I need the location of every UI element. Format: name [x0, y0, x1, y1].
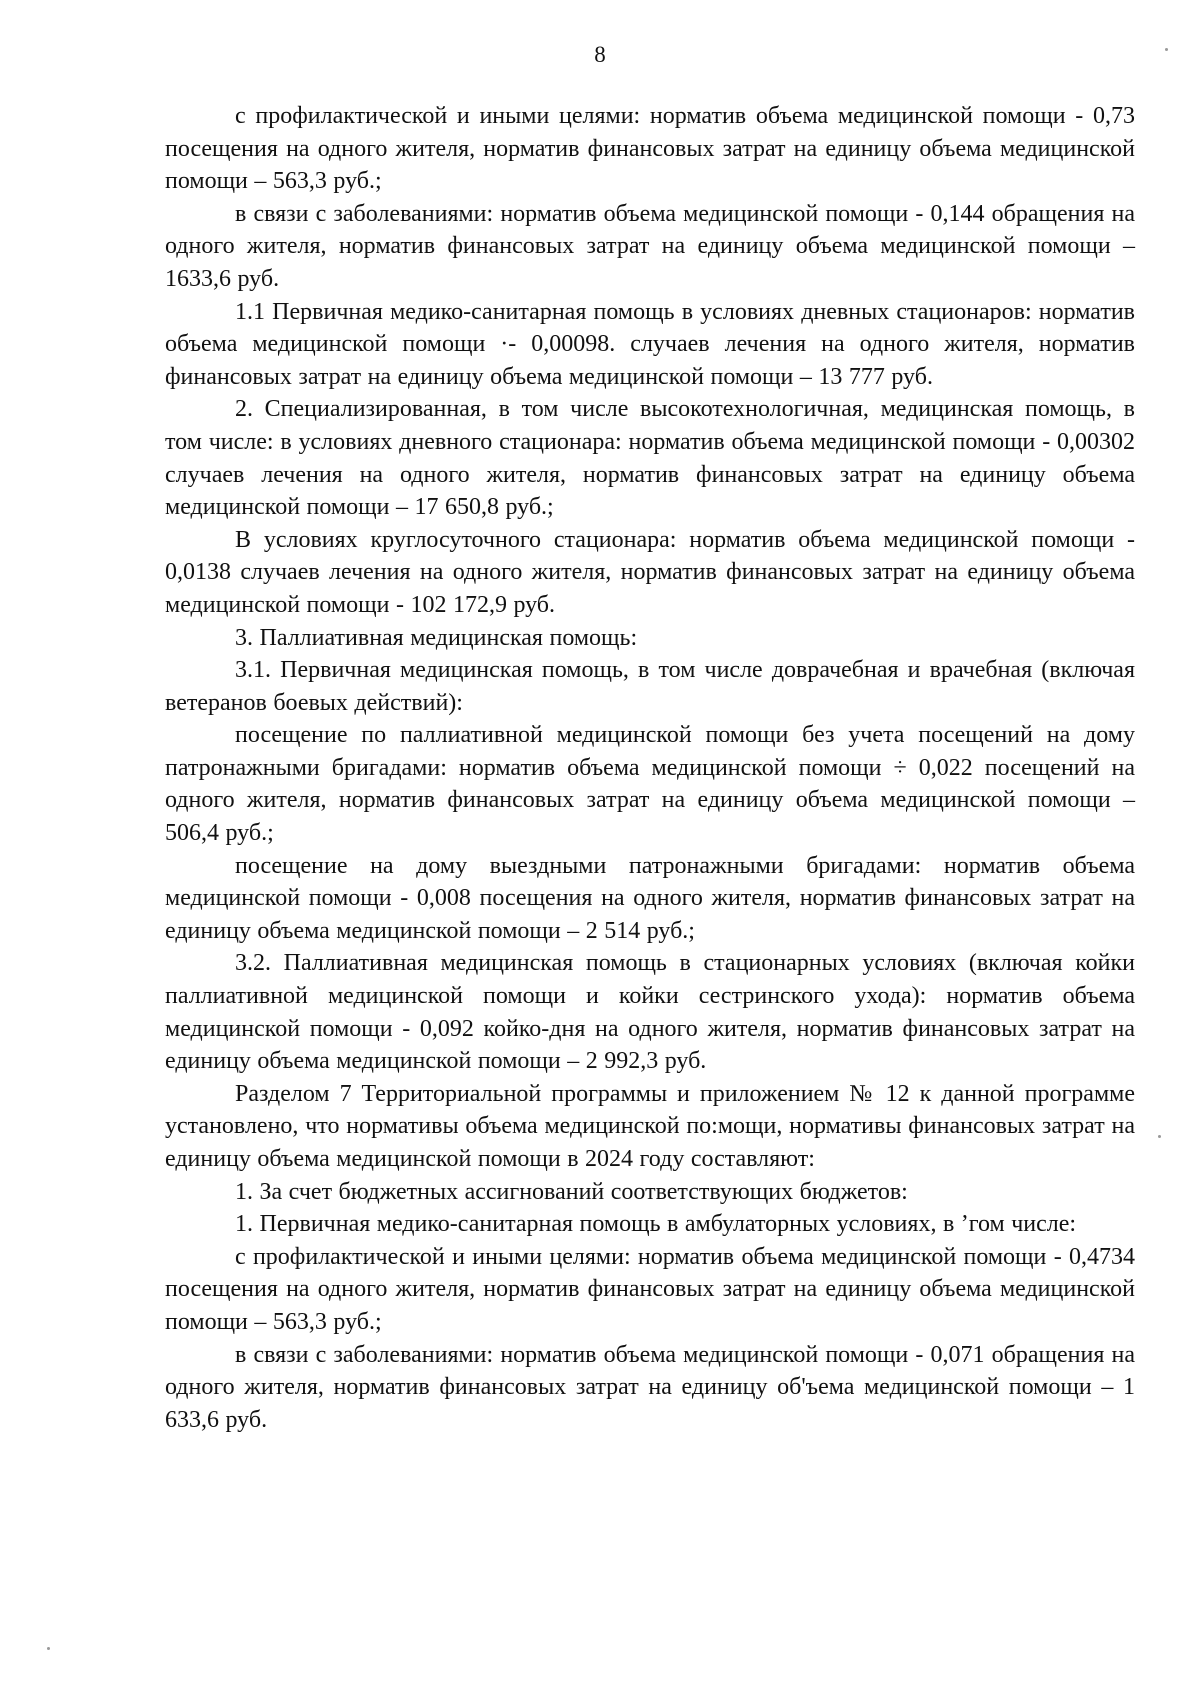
paragraph: 1.1 Первичная медико-санитарная помощь в условиях дневных стационаров: норматив объема медицинской помощи ·- 0,00098. случаев лечения на одного жителя, норматив финансовых затрат на единицу объема медицинской помощи – 13 777 руб. — [165, 298, 1135, 390]
paragraph: Разделом 7 Территориальной программы и приложением № 12 к данной программе установлено, что нормативы объема медицинской по:мощи, нормативы финансовых затрат на единицу объема медицинской помощи в 2024 году составляют: — [165, 1080, 1135, 1172]
paragraph: посещение по паллиативной медицинской помощи без учета посещений на дому патронажными бригадами: норматив объема медицинской помощи ÷ 0,022 посещений на одного жителя, норматив финансовых затрат на единицу объема медицинской помощи – 506,4 руб.; — [165, 722, 1135, 847]
paragraph: 1. За счет бюджетных ассигнований соответствующих бюджетов: — [235, 1178, 908, 1205]
paragraph: 1. Первичная медико-санитарная помощь в амбулаторных условиях, в ʼгом числе: — [235, 1211, 1077, 1238]
paragraph: 3.2. Паллиативная медицинская помощь в стационарных условиях (включая койки паллиативной медицинской помощи и койки сестринского ухода): норматив объема медицинской помощи - 0,092 койко-дня на одного жителя, норматив финансовых затрат на единицу объема медицинской помощи – 2 992,3 руб. — [165, 950, 1135, 1075]
paragraph: посещение на дому выездными патронажными бригадами: норматив объема медицинской помощи - 0,008 посещения на одного жителя, норматив финансовых затрат на единицу объема медицинской помощи – 2 514 руб.; — [165, 852, 1135, 944]
scan-speck — [1165, 48, 1168, 51]
scan-speck — [1158, 1135, 1161, 1138]
paragraph: 2. Специализированная, в том числе высокотехнологичная, медицинская помощь, в том числе: в условиях дневного стационара: норматив объема медицинской помощи - 0,00302 случаев лечения на одного жителя, норматив финансовых затрат на единицу объема медицинской помощи – 17 650,8 руб.; — [165, 396, 1135, 521]
paragraph: в связи с заболеваниями: норматив объема медицинской помощи - 0,144 обращения на одного жителя, норматив финансовых затрат на единицу объема медицинской помощи – 1633,6 руб. — [165, 200, 1135, 292]
paragraph: 3. Паллиативная медицинская помощь: — [235, 624, 638, 651]
paragraph: в связи с заболеваниями: норматив объема медицинской помощи - 0,071 обращения на одного жителя, норматив финансовых затрат на единицу об'ъема медицинской помощи – 1 633,6 руб. — [165, 1341, 1135, 1433]
paragraph: с профилактической и иными целями: норматив объема медицинской помощи - 0,73 посещения на одного жителя, норматив финансовых затрат на единицу объема медицинской помощи – 563,3 руб.; — [165, 103, 1135, 195]
paragraph: В условиях круглосуточного стационара: норматив объема медицинской помощи - 0,0138 случаев лечения на одного жителя, норматив финансовых затрат на единицу объема медицинской помощи - 102 172,9 руб. — [165, 526, 1135, 618]
document-body — [165, 100, 1135, 1436]
paragraph: с профилактической и иными целями: норматив объема медицинской помощи - 0,4734 посещения на одного жителя, норматив финансовых затрат на единицу объема медицинской помощи – 563,3 руб.; — [165, 1243, 1135, 1335]
page-number: 8 — [594, 42, 606, 67]
scan-speck — [47, 1647, 50, 1650]
paragraph: 3.1. Первичная медицинская помощь, в том числе доврачебная и врачебная (включая ветеранов боевых действий): — [165, 657, 1135, 716]
